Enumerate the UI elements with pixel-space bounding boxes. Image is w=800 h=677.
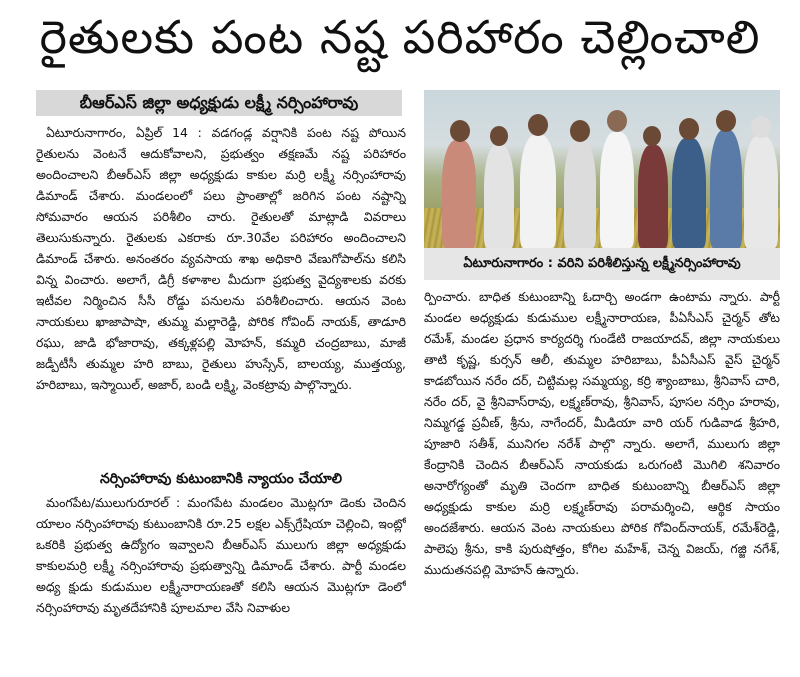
article-paragraph: మంగపేట/ములుగురూరల్ : మంగపేట మండలం మొట్లగూ డెంకు చెందిన యాలం నర్సింహారావు కుటుంబానికి రూ.25 లక్షల ఎక్స్‌గ్రేషియా చెల్లించి, ఇంట్లో ఒకరికి ప్రభుత్వ ఉద్యోగం ఇవ్వాలని బీఆర్ఎస్ ములుగు జిల్లా అధ్యక్షుడు కాకులమర్రి లక్ష్మీ నర్సింహారావు ప్రభుత్వాన్ని డిమాండ్ చేశారు. పార్టీ మండల అధ్య క్షుడు కుడుముల లక్ష్మీనారాయణతో కలిసి ఆయన మొట్లగూ డెంలో నర్సింహారావు మృతదేహానికి పూలమాల వేసి నివాళుల (36, 495, 406, 615)
person-head (716, 110, 736, 132)
crosshead: నర్సింహారావు కుటుంబానికి న్యాయం చేయాలి (99, 471, 343, 487)
person-head (607, 110, 627, 132)
photo-caption: ఏటూరునాగారం : వరిని పరిశీలిస్తున్న లక్ష్మీనర్సింహారావు (424, 248, 780, 280)
article-paragraph: ఏటూరునాగారం, ఏప్రిల్ 14 : వడగండ్ల వర్షానికి పంట నష్ట పోయిన రైతులను వెంటనే ఆదుకోవాలని, ప్రభుత్వం తక్షణమే నష్ట పరిహారం అందించాలని బీఆర్ఎస్ జిల్లా అధ్యక్షుడు కాకుల మర్రి లక్ష్మీ నర్సింహారావు డిమాండ్ చేశారు. మండలంలో పలు ప్రాంతాల్లో జరిగిన పంట నష్టాన్ని సోమవారం ఆయన పరిశీలిం చారు. రైతులతో మాట్లాడి వివరాలు తెలుసుకున్నారు. రైతులకు ఎకరాకు రూ.30వేల పరిహారం అందించాలని డిమాండ్ చేశారు. అనంతరం వ్యవసాయ శాఖ అధికారి వేణుగోపాల్‌ను కలిసి విన్న వించారు. అలాగే, డిగ్రీ కళాశాల మీదుగా ప్రభుత్వ వైద్యశాలకు వరకు ఇటీవల నిర్మించిన సీసీ రోడ్డు పనులను పరిశీలించారు. ఆయన వెంట నాయకులు ఖాజాపాషా, తుమ్మ మల్లారెడ్డి, పోరిక గోవింద్ నాయక్, తాడూరి రఘు, జాడి భోజారావు, తక్కళ్లపల్లి మోహన్, కమ్మరి చంద్రబాబు, మాజీ జడ్పీటీసీ తుమ్మల హరి బాబు, రైతులు హుస్సేన్, బాలయ్య, ముత్తయ్య, హరిబాబు, ఇస్మాయిల్, అజార్, బండి లక్ష్మి, వెంకట్రావు పాల్గొన్నారు. (36, 125, 406, 392)
article-body-left (36, 122, 406, 467)
person-figure (600, 132, 634, 248)
subheadline: బీఆర్ఎస్ జిల్లా అధ్యక్షుడు లక్ష్మీ నర్సింహారావు (36, 90, 402, 116)
person-head (570, 120, 590, 142)
article-paragraph: ర్పించారు. బాధిత కుటుంబాన్ని ఓదార్చి అండగా ఉంటామ న్నారు. పార్టీ మండల అధ్యక్షుడు కుడుముల లక్ష్మీనారాయణ, పీఏసీఎస్ చైర్మన్ తోట రమేశ్, మండల ప్రధాన కార్యదర్శి గుండేటి రాజయాదవ్, జిల్లా నాయకులు తాటి కృష్ణ, కుర్సన్ ఆలీ, తుమ్మల హరిబాబు, పీఏసీఎస్ వైస్ చైర్మన్ కాడబోయిన నరేం దర్, చిట్టిమల్ల సమ్మయ్య, కర్రి శ్యాంబాబు, శ్రీనివాస్ చారి, నరేం దర్, వై శ్రీనివాస్‌రావు, లక్ష్మణ్‌రావు, శ్రీనివాస్, పూసల నర్సిం హరావు, నిమ్మగడ్డ ప్రవీణ్, శ్రీను, నాగేందర్, మీడియా వారి యర్ గుడివాడ శ్రీహరి, పూజారి సతీశ్, మునిగల నరేశ్ పాల్గొ న్నారు. అలాగే, ములుగు జిల్లా కేంద్రానికి చెందిన బీఆర్ఎస్ నాయకుడు ఒరుగంటి మొగిలి శనివారం అనారోగ్యంతో మృతి చెందగా బాధిత కుటుంబాన్ని బీఆర్ఎస్ జిల్లా అధ్యక్షుడు కాకుల మర్రి లక్ష్మణ్‌రావు పరామర్శించి, ఆర్థిక సాయం అందజేశారు. ఆయన వెంట నాయకులు పోరిక గోవింద్‌నాయక్, రమేశ్‌రెడ్డి, పాలెపు శ్రీను, కాకి పురుషోత్తం, కోగిల మహేశ్, చెన్న విజయ్, గజ్జి నగేశ్, ముదుతనపల్లి మోహన్ ఉన్నారు. (424, 289, 780, 577)
news-photo (424, 90, 780, 248)
person-figure (744, 136, 778, 248)
person-head (490, 126, 508, 146)
person-head (751, 116, 771, 138)
person-figure (638, 145, 668, 248)
person-head (528, 114, 548, 136)
person-head (450, 120, 470, 142)
article-body-left-lower (36, 492, 406, 656)
headline: రైతులకు పంట నష్ట పరిహారం చెల్లించాలి (39, 10, 761, 64)
person-figure (484, 145, 514, 248)
person-figure (672, 138, 706, 248)
person-figure (564, 140, 596, 248)
person-figure (442, 140, 476, 248)
person-head (643, 126, 661, 146)
article-body-right (424, 286, 780, 658)
person-figure (710, 130, 742, 248)
person-head (679, 118, 699, 140)
person-figure (520, 135, 556, 248)
